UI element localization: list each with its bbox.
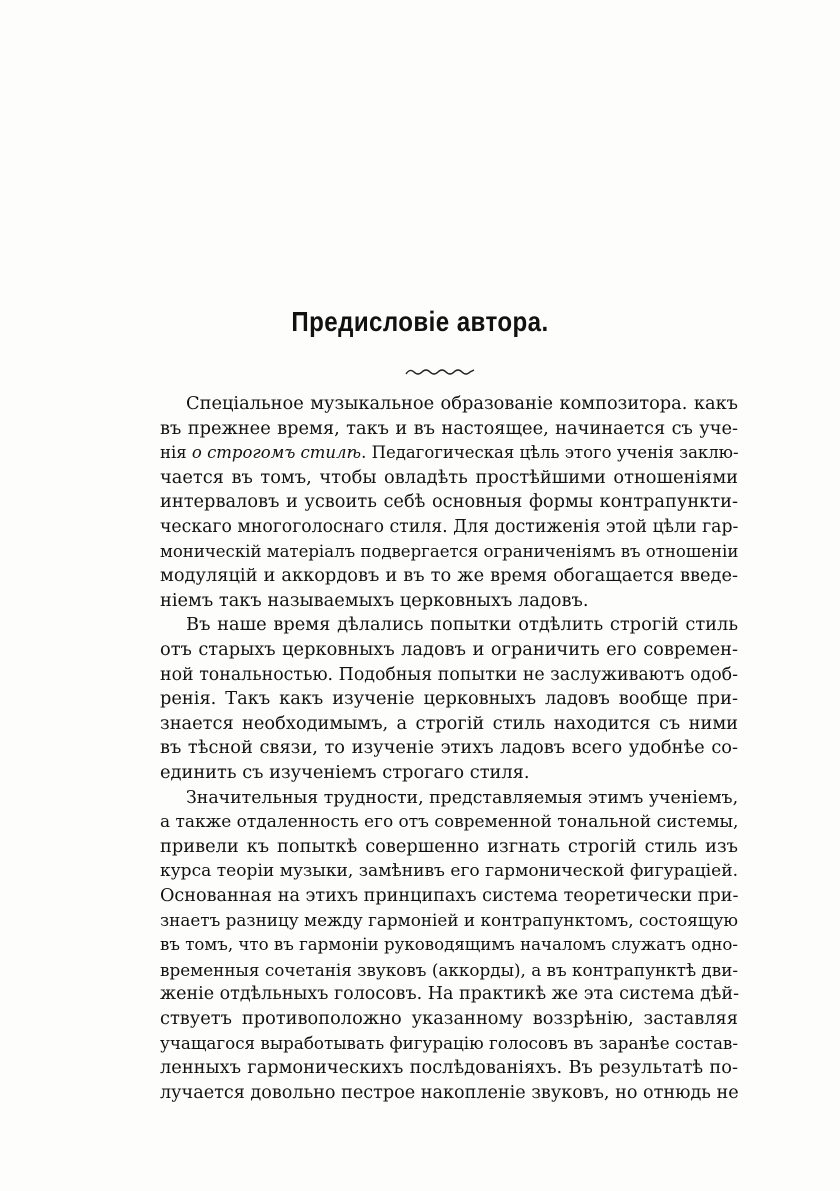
text-line: въ прежнее время, такъ и въ настоящее, начинается съ уче- bbox=[160, 417, 738, 439]
page-title: Предисловіе автора. bbox=[291, 306, 549, 337]
text-line: ной тональностью. Подобныя попытки не заслуживаютъ одоб- bbox=[160, 664, 738, 685]
text-line: интерваловъ и усвоить себѣ основныя формы контрапункти- bbox=[160, 491, 738, 513]
text-line: единить съ изученіемъ строгаго стиля. bbox=[160, 761, 530, 783]
ornament-divider bbox=[404, 364, 476, 378]
text-line: привели къ попыткѣ совершенно изгнать строгій стиль изъ bbox=[160, 835, 738, 857]
text-line-italic: нія о строгомъ стилѣ. Педагогическая цѣль этого ученія заклю- bbox=[160, 443, 739, 463]
text-line: въ тѣсной связи, то изученіе этихъ ладовъ всего удобнѣе со- bbox=[160, 737, 738, 759]
text-line: чается въ томъ, чтобы овладѣть простѣйшими отношеніями bbox=[160, 466, 738, 488]
text-line: ленныхъ гармоническихъ послѣдованіяхъ. Въ результатѣ по- bbox=[160, 1057, 738, 1079]
text-line: Спеціальное музыкальное образованіе композитора. какъ bbox=[186, 393, 738, 414]
text-line: учащагося выработывать фигурацію голосовъ въ заранѣе состав- bbox=[160, 1033, 738, 1054]
text-line: знается необходимымъ, а строгій стиль находится съ ними bbox=[160, 712, 738, 734]
text-line: лучается довольно пестрое накопленіе звуковъ, но отнюдь не bbox=[160, 1082, 739, 1103]
text-line: ствуетъ противоположно указанному воззрѣнію, заставляя bbox=[160, 1007, 738, 1029]
text-line: а также отдаленность его отъ современной тональной системы, bbox=[160, 812, 739, 833]
text-line: женіе отдѣльныхъ голосовъ. На практикѣ же эта система дѣй- bbox=[160, 984, 739, 1005]
text-line: Основанная на этихъ принципахъ система теоретически при- bbox=[160, 885, 739, 906]
text-line: отъ старыхъ церковныхъ ладовъ и ограничить его современ- bbox=[160, 638, 738, 660]
italic-term: о строгомъ стилѣ bbox=[191, 443, 362, 463]
text-line: временныя сочетанія звуковъ (аккорды), а въ контрапунктѣ дви- bbox=[160, 959, 739, 980]
text-line: знаетъ разницу между гармоніей и контрапунктомъ, состоящую bbox=[160, 910, 738, 931]
text-line: ніемъ такъ называемыхъ церковныхъ ладовъ. bbox=[160, 589, 589, 611]
text-line: въ томъ, что въ гармоніи руководящимъ началомъ служатъ одно- bbox=[160, 935, 739, 955]
text-line: Въ наше время дѣлались попытки отдѣлить строгій стиль bbox=[186, 614, 738, 636]
text-line: курса теоріи музыки, замѣнивъ его гармонической фигураціей. bbox=[160, 861, 738, 882]
text-line: модуляцій и аккордовъ и въ то же время обогащается введе- bbox=[160, 565, 738, 587]
preface-text bbox=[160, 392, 738, 1105]
text-line: ренія. Такъ какъ изученіе церковныхъ ладовъ вообще при- bbox=[160, 688, 738, 710]
text-line: моническій матеріалъ подвергается ограниченіямъ въ отношеніи bbox=[160, 541, 739, 561]
text-line: Значительныя трудности, представляемыя этимъ ученіемъ, bbox=[186, 787, 739, 808]
text-line: ческаго многоголоснаго стиля. Для достиженія этой цѣли гар- bbox=[160, 516, 739, 537]
